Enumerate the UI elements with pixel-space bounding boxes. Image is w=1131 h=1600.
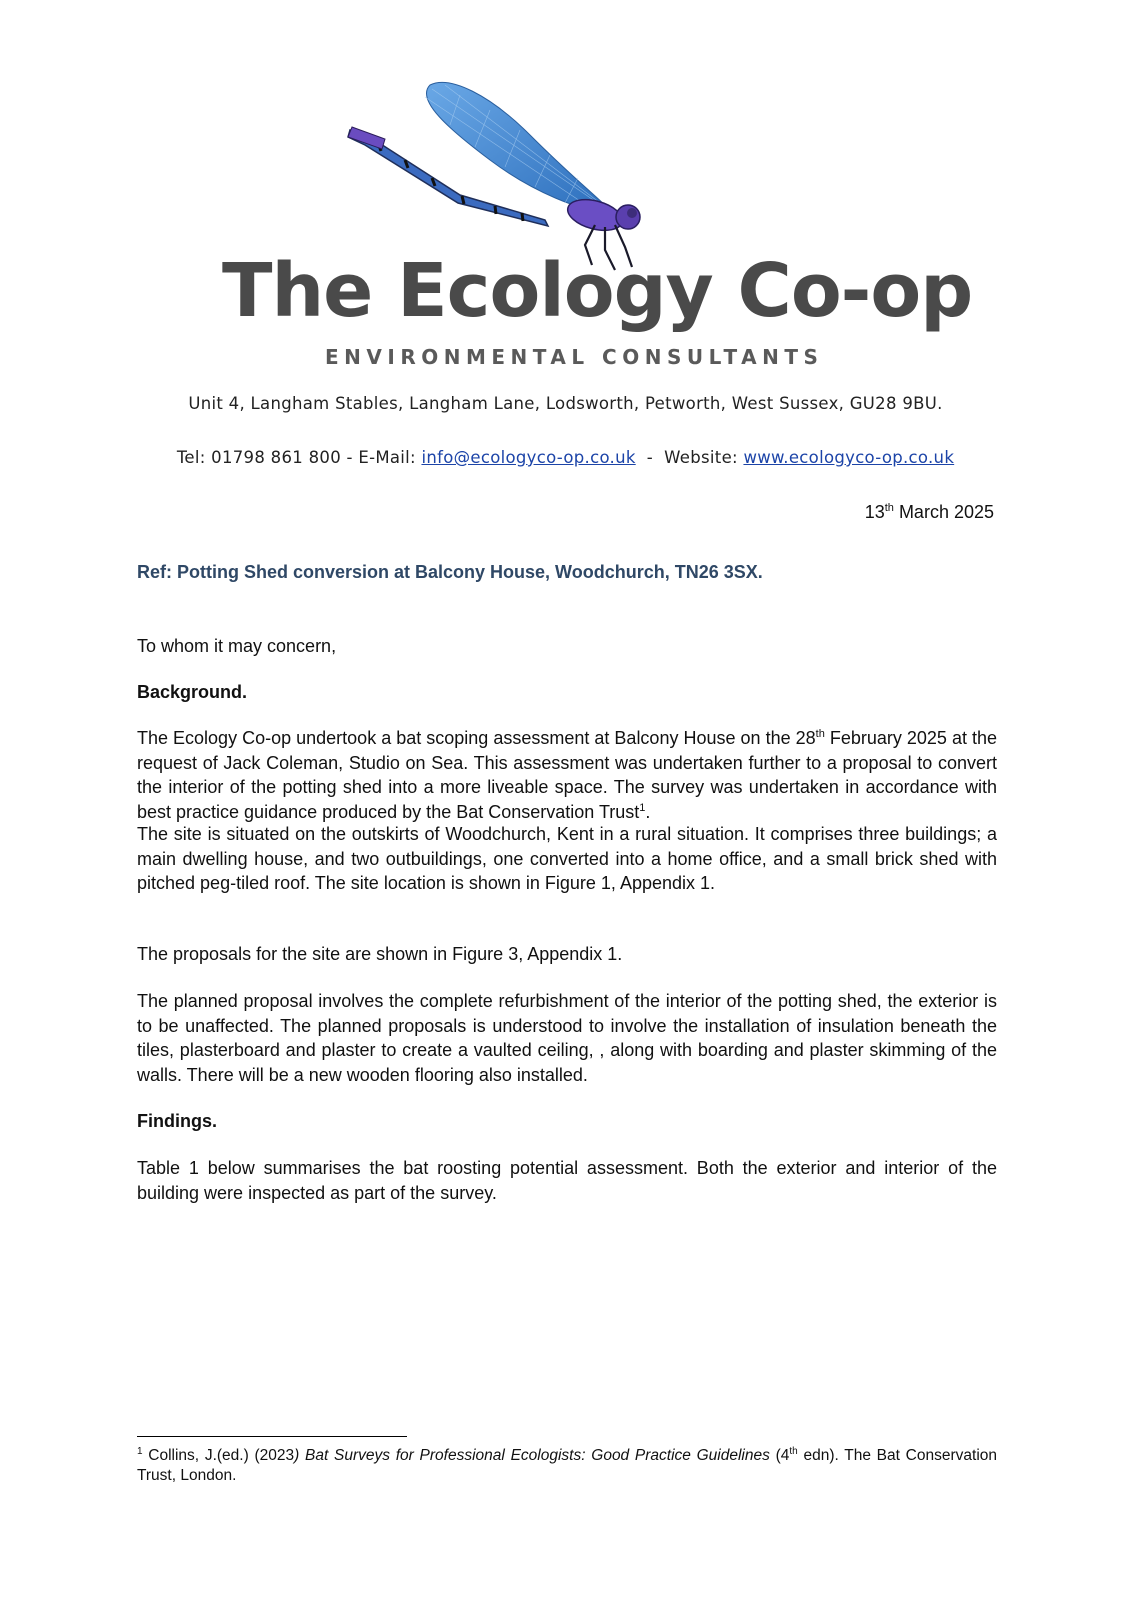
logo-subtitle: ENVIRONMENTAL CONSULTANTS xyxy=(325,345,824,369)
letter-date xyxy=(865,502,994,523)
website-link[interactable]: www.ecologyco-op.co.uk xyxy=(743,448,955,467)
para1-b: February 2025 at the request of Jack Coleman, Studio on Sea. This assessment was undertaken further to a proposal to convert the interior of the potting shed into a more liveable space. The survey was undertaken in accordance with best practice guidance produced by the Bat Conservation Trust xyxy=(137,728,998,822)
date-day: 13 xyxy=(864,502,885,522)
reference-line: Ref: Potting Shed conversion at Balcony House, Woodchurch, TN26 3SX. xyxy=(137,562,763,582)
letterhead-address: Unit 4, Langham Stables, Langham Lane, Lodsworth, Petworth, West Sussex, GU28 9BU. xyxy=(188,394,943,413)
para1-c: . xyxy=(645,801,651,822)
date-rest: March 2025 xyxy=(893,502,994,522)
footnote-title: ) Bat Surveys for Professional Ecologists: Good Practice Guidelines xyxy=(294,1447,770,1464)
footnote-sup: th xyxy=(789,1445,798,1457)
footnote-ref: 1 xyxy=(639,801,646,814)
date-suffix: th xyxy=(884,502,894,514)
paragraph-background-2: The site is situated on the outskirts of Woodchurch, Kent in a rural situation. It comprises three buildings; a main dwelling house, and two outbuildings, one converted into a home office, and a small brick shed with pitched peg-tiled roof. The site location is shown in Figure 1, Appendix 1. xyxy=(137,824,997,893)
findings-heading: Findings. xyxy=(137,1111,217,1131)
paragraph-background-4: The planned proposal involves the complete refurbishment of the interior of the potting shed, the exterior is to be unaffected. The planned proposals is understood to involve the installation of insulation beneath the tiles, plasterboard and plaster to create a vaulted ceiling, , along with boarding and plaster skimming of the walls. There will be a new wooden flooring also installed. xyxy=(137,991,997,1085)
footnote-b: (4 xyxy=(769,1447,790,1464)
background-heading: Background. xyxy=(137,682,248,702)
greeting: To whom it may concern, xyxy=(137,636,337,656)
footnote-divider xyxy=(137,1436,407,1437)
footnote-a: Collins, J.(ed.) (2023 xyxy=(142,1447,295,1464)
email-link[interactable]: info@ecologyco-op.co.uk xyxy=(421,448,636,467)
paragraph-background-1 xyxy=(137,726,997,824)
paragraph-findings-1: Table 1 below summarises the bat roosting potential assessment. Both the exterior and interior of the building were inspected as part of the survey. xyxy=(137,1158,997,1203)
letterhead-contact xyxy=(0,448,1131,467)
website-label: - Website: xyxy=(635,448,744,467)
tel-label: Tel: 01798 861 800 - E-Mail: xyxy=(176,448,422,467)
footnote xyxy=(137,1446,997,1486)
para1-sup1: th xyxy=(815,728,825,740)
logo-title: The Ecology Co-op xyxy=(222,248,973,334)
footnote-marker: 1 xyxy=(137,1445,143,1457)
paragraph-background-3: The proposals for the site are shown in Figure 3, Appendix 1. xyxy=(137,944,623,964)
footnote-c: edn). The Bat Conservation Trust, London. xyxy=(137,1447,997,1484)
para1-a: The Ecology Co-op undertook a bat scoping assessment at Balcony House on the 28 xyxy=(137,728,816,748)
